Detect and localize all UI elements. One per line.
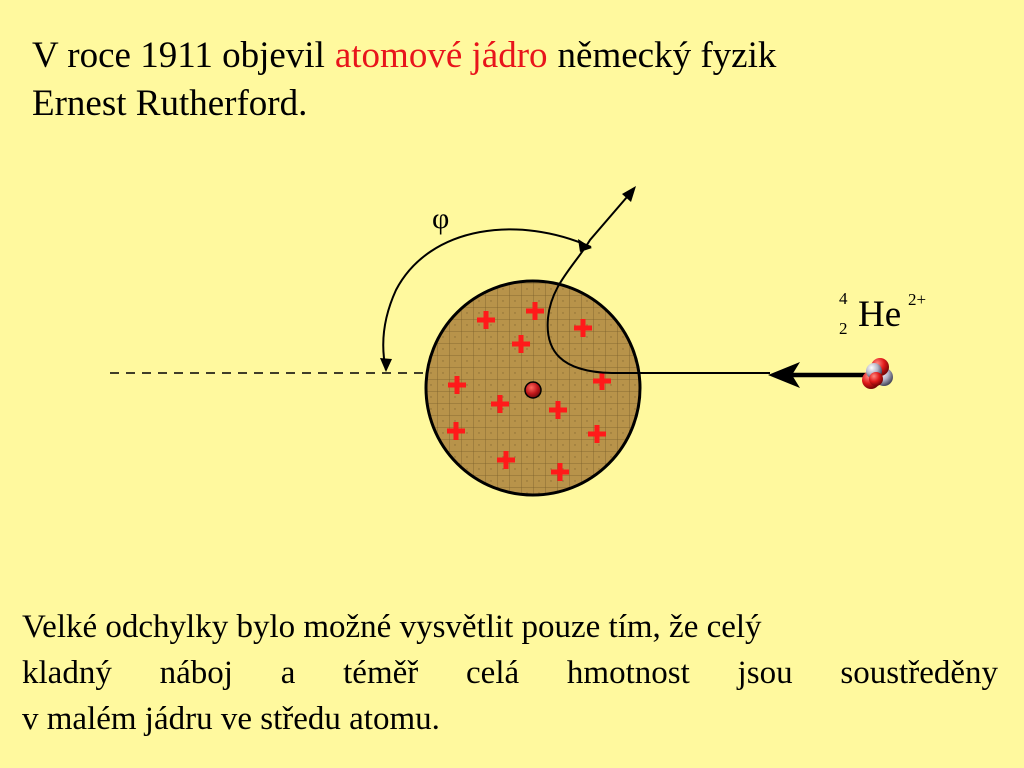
charge-label: 2+ bbox=[908, 290, 927, 309]
title-line2: Ernest Rutherford. bbox=[32, 83, 308, 124]
explanation-line3: v malém jádru ve středu atomu. bbox=[22, 701, 440, 737]
nucleus bbox=[525, 382, 541, 398]
atomic-number: 2 bbox=[839, 319, 848, 338]
title-part2: německý fyzik bbox=[557, 35, 777, 76]
title-highlight: atomové jádro bbox=[334, 35, 548, 76]
helium-label bbox=[839, 289, 926, 338]
title-part1: V roce 1911 objevil bbox=[32, 35, 325, 76]
mass-number: 4 bbox=[839, 289, 848, 308]
element-symbol: He bbox=[858, 294, 902, 335]
alpha-particle bbox=[862, 358, 893, 389]
angle-arc-arrowhead-bottom bbox=[380, 358, 392, 372]
explanation-paragraph bbox=[22, 604, 998, 742]
angle-label: φ bbox=[432, 202, 450, 235]
explanation-line1: Velké odchylky bylo možné vysvětlit pouze tím, že celý bbox=[22, 609, 762, 645]
explanation-line2: kladný náboj a téměř celá hmotnost jsou soustředěny bbox=[22, 655, 998, 691]
